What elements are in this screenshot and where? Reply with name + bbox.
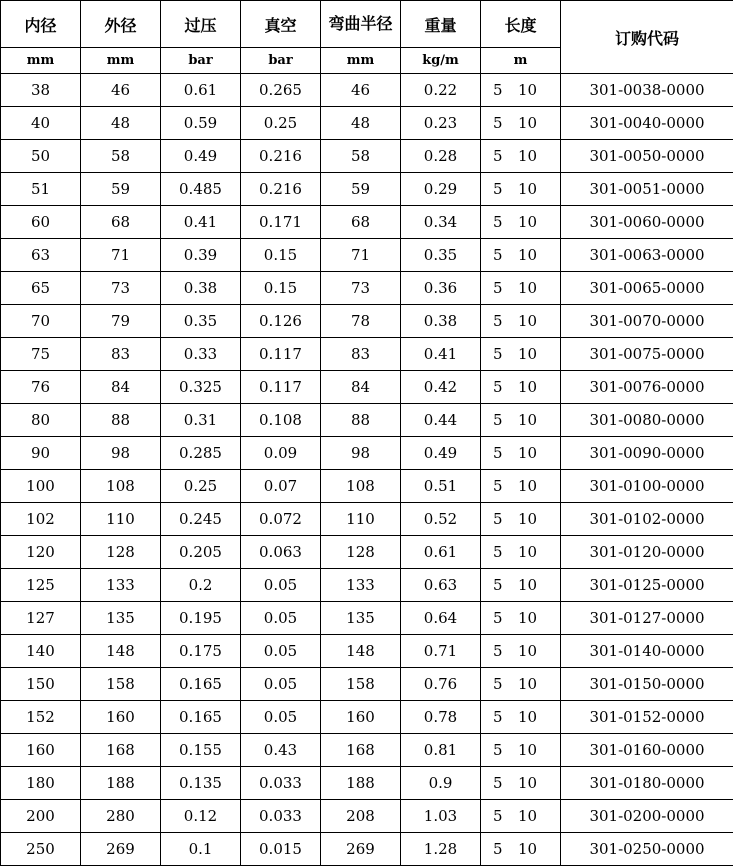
cell-outer-diameter: 84	[81, 371, 161, 404]
unit-weight: kg/m	[401, 48, 481, 74]
cell-vacuum: 0.117	[241, 338, 321, 371]
table-row	[1, 635, 733, 668]
cell-length	[481, 404, 561, 437]
cell-inner-diameter: 75	[1, 338, 81, 371]
cell-vacuum: 0.265	[241, 74, 321, 107]
cell-outer-diameter: 83	[81, 338, 161, 371]
cell-vacuum: 0.25	[241, 107, 321, 140]
length-min: 5	[493, 213, 518, 231]
cell-overpressure: 0.285	[161, 437, 241, 470]
cell-overpressure: 0.165	[161, 668, 241, 701]
cell-inner-diameter: 127	[1, 602, 81, 635]
cell-weight: 0.78	[401, 701, 481, 734]
length-min: 5	[493, 378, 518, 396]
cell-length	[481, 173, 561, 206]
table-row	[1, 536, 733, 569]
unit-bend-radius: mm	[321, 48, 401, 74]
header-inner-diameter: 内径	[1, 1, 81, 48]
header-bend-radius: 弯曲半径	[321, 1, 401, 48]
length-min: 5	[493, 609, 518, 627]
length-max: 10	[518, 279, 537, 297]
length-max: 10	[518, 543, 537, 561]
cell-outer-diameter: 58	[81, 140, 161, 173]
cell-vacuum: 0.108	[241, 404, 321, 437]
cell-bend-radius: 46	[321, 74, 401, 107]
cell-length	[481, 272, 561, 305]
cell-overpressure: 0.41	[161, 206, 241, 239]
cell-weight: 0.29	[401, 173, 481, 206]
cell-length	[481, 107, 561, 140]
cell-vacuum: 0.05	[241, 701, 321, 734]
cell-weight: 0.44	[401, 404, 481, 437]
cell-inner-diameter: 51	[1, 173, 81, 206]
cell-overpressure: 0.175	[161, 635, 241, 668]
cell-vacuum: 0.171	[241, 206, 321, 239]
length-max: 10	[518, 213, 537, 231]
cell-outer-diameter: 168	[81, 734, 161, 767]
length-min: 5	[493, 708, 518, 726]
cell-overpressure: 0.485	[161, 173, 241, 206]
cell-bend-radius: 58	[321, 140, 401, 173]
length-max: 10	[518, 411, 537, 429]
cell-outer-diameter: 158	[81, 668, 161, 701]
cell-bend-radius: 208	[321, 800, 401, 833]
cell-inner-diameter: 40	[1, 107, 81, 140]
cell-length	[481, 371, 561, 404]
cell-length	[481, 635, 561, 668]
cell-order-code: 301-0200-0000	[561, 800, 733, 833]
length-max: 10	[518, 807, 537, 825]
cell-vacuum: 0.216	[241, 140, 321, 173]
cell-overpressure: 0.38	[161, 272, 241, 305]
cell-weight: 0.71	[401, 635, 481, 668]
cell-length	[481, 800, 561, 833]
cell-length	[481, 305, 561, 338]
cell-bend-radius: 68	[321, 206, 401, 239]
cell-inner-diameter: 65	[1, 272, 81, 305]
length-min: 5	[493, 180, 518, 198]
cell-inner-diameter: 120	[1, 536, 81, 569]
length-min: 5	[493, 147, 518, 165]
length-max: 10	[518, 675, 537, 693]
length-max: 10	[518, 708, 537, 726]
cell-weight: 0.28	[401, 140, 481, 173]
cell-order-code: 301-0051-0000	[561, 173, 733, 206]
cell-overpressure: 0.59	[161, 107, 241, 140]
cell-length	[481, 767, 561, 800]
cell-order-code: 301-0100-0000	[561, 470, 733, 503]
cell-overpressure: 0.325	[161, 371, 241, 404]
cell-weight: 0.61	[401, 536, 481, 569]
header-order-code: 订购代码	[561, 1, 733, 74]
cell-order-code: 301-0140-0000	[561, 635, 733, 668]
table-row	[1, 371, 733, 404]
length-max: 10	[518, 510, 537, 528]
table-row	[1, 404, 733, 437]
cell-length	[481, 437, 561, 470]
table-row	[1, 503, 733, 536]
cell-vacuum: 0.015	[241, 833, 321, 866]
length-min: 5	[493, 840, 518, 858]
cell-order-code: 301-0080-0000	[561, 404, 733, 437]
cell-length	[481, 701, 561, 734]
cell-outer-diameter: 280	[81, 800, 161, 833]
cell-inner-diameter: 76	[1, 371, 81, 404]
cell-inner-diameter: 250	[1, 833, 81, 866]
cell-outer-diameter: 135	[81, 602, 161, 635]
cell-inner-diameter: 80	[1, 404, 81, 437]
cell-outer-diameter: 59	[81, 173, 161, 206]
unit-inner-diameter: mm	[1, 48, 81, 74]
cell-order-code: 301-0102-0000	[561, 503, 733, 536]
cell-inner-diameter: 180	[1, 767, 81, 800]
cell-length	[481, 569, 561, 602]
length-max: 10	[518, 180, 537, 198]
cell-bend-radius: 98	[321, 437, 401, 470]
length-max: 10	[518, 840, 537, 858]
cell-outer-diameter: 71	[81, 239, 161, 272]
cell-order-code: 301-0250-0000	[561, 833, 733, 866]
cell-weight: 1.03	[401, 800, 481, 833]
cell-vacuum: 0.05	[241, 569, 321, 602]
table-row	[1, 701, 733, 734]
cell-vacuum: 0.05	[241, 635, 321, 668]
cell-bend-radius: 160	[321, 701, 401, 734]
cell-length	[481, 140, 561, 173]
cell-overpressure: 0.49	[161, 140, 241, 173]
cell-vacuum: 0.063	[241, 536, 321, 569]
cell-vacuum: 0.033	[241, 767, 321, 800]
cell-weight: 0.36	[401, 272, 481, 305]
cell-order-code: 301-0060-0000	[561, 206, 733, 239]
length-min: 5	[493, 642, 518, 660]
header-length: 长度	[481, 1, 561, 48]
cell-bend-radius: 108	[321, 470, 401, 503]
cell-bend-radius: 59	[321, 173, 401, 206]
length-max: 10	[518, 774, 537, 792]
cell-outer-diameter: 133	[81, 569, 161, 602]
table-row	[1, 734, 733, 767]
table-row	[1, 437, 733, 470]
header-outer-diameter: 外径	[81, 1, 161, 48]
cell-inner-diameter: 70	[1, 305, 81, 338]
cell-bend-radius: 110	[321, 503, 401, 536]
cell-vacuum: 0.05	[241, 668, 321, 701]
cell-vacuum: 0.216	[241, 173, 321, 206]
cell-weight: 0.23	[401, 107, 481, 140]
cell-outer-diameter: 128	[81, 536, 161, 569]
table-row	[1, 305, 733, 338]
cell-order-code: 301-0090-0000	[561, 437, 733, 470]
cell-overpressure: 0.1	[161, 833, 241, 866]
cell-outer-diameter: 88	[81, 404, 161, 437]
cell-overpressure: 0.12	[161, 800, 241, 833]
length-min: 5	[493, 444, 518, 462]
length-min: 5	[493, 774, 518, 792]
cell-outer-diameter: 68	[81, 206, 161, 239]
table-row	[1, 833, 733, 866]
cell-length	[481, 833, 561, 866]
cell-length	[481, 503, 561, 536]
cell-order-code: 301-0127-0000	[561, 602, 733, 635]
length-max: 10	[518, 378, 537, 396]
cell-bend-radius: 148	[321, 635, 401, 668]
table-row	[1, 272, 733, 305]
length-min: 5	[493, 543, 518, 561]
cell-bend-radius: 83	[321, 338, 401, 371]
cell-vacuum: 0.07	[241, 470, 321, 503]
cell-length	[481, 734, 561, 767]
length-min: 5	[493, 312, 518, 330]
cell-order-code: 301-0150-0000	[561, 668, 733, 701]
cell-order-code: 301-0050-0000	[561, 140, 733, 173]
cell-outer-diameter: 160	[81, 701, 161, 734]
cell-bend-radius: 48	[321, 107, 401, 140]
cell-length	[481, 206, 561, 239]
cell-inner-diameter: 160	[1, 734, 81, 767]
cell-weight: 0.9	[401, 767, 481, 800]
cell-vacuum: 0.15	[241, 239, 321, 272]
cell-inner-diameter: 152	[1, 701, 81, 734]
table-row	[1, 173, 733, 206]
cell-vacuum: 0.072	[241, 503, 321, 536]
cell-overpressure: 0.31	[161, 404, 241, 437]
cell-vacuum: 0.126	[241, 305, 321, 338]
length-min: 5	[493, 576, 518, 594]
cell-overpressure: 0.165	[161, 701, 241, 734]
cell-order-code: 301-0152-0000	[561, 701, 733, 734]
cell-bend-radius: 135	[321, 602, 401, 635]
cell-bend-radius: 168	[321, 734, 401, 767]
cell-outer-diameter: 79	[81, 305, 161, 338]
length-min: 5	[493, 114, 518, 132]
length-max: 10	[518, 81, 537, 99]
cell-length	[481, 338, 561, 371]
table-row	[1, 140, 733, 173]
cell-order-code: 301-0160-0000	[561, 734, 733, 767]
cell-inner-diameter: 150	[1, 668, 81, 701]
cell-overpressure: 0.61	[161, 74, 241, 107]
cell-bend-radius: 73	[321, 272, 401, 305]
header-row	[1, 1, 733, 48]
cell-overpressure: 0.135	[161, 767, 241, 800]
cell-outer-diameter: 269	[81, 833, 161, 866]
header-overpressure: 过压	[161, 1, 241, 48]
cell-outer-diameter: 108	[81, 470, 161, 503]
length-max: 10	[518, 609, 537, 627]
cell-vacuum: 0.43	[241, 734, 321, 767]
table-row	[1, 107, 733, 140]
table-row	[1, 239, 733, 272]
cell-vacuum: 0.09	[241, 437, 321, 470]
length-min: 5	[493, 279, 518, 297]
cell-weight: 0.35	[401, 239, 481, 272]
cell-order-code: 301-0040-0000	[561, 107, 733, 140]
cell-overpressure: 0.205	[161, 536, 241, 569]
cell-bend-radius: 188	[321, 767, 401, 800]
length-min: 5	[493, 345, 518, 363]
cell-length	[481, 470, 561, 503]
cell-weight: 0.42	[401, 371, 481, 404]
cell-overpressure: 0.245	[161, 503, 241, 536]
length-max: 10	[518, 345, 537, 363]
length-max: 10	[518, 642, 537, 660]
cell-weight: 0.52	[401, 503, 481, 536]
table-row	[1, 569, 733, 602]
cell-weight: 0.81	[401, 734, 481, 767]
length-max: 10	[518, 147, 537, 165]
cell-vacuum: 0.15	[241, 272, 321, 305]
header-weight: 重量	[401, 1, 481, 48]
cell-length	[481, 668, 561, 701]
cell-overpressure: 0.2	[161, 569, 241, 602]
unit-vacuum: bar	[241, 48, 321, 74]
length-max: 10	[518, 477, 537, 495]
cell-outer-diameter: 73	[81, 272, 161, 305]
cell-inner-diameter: 38	[1, 74, 81, 107]
table-row	[1, 767, 733, 800]
cell-inner-diameter: 200	[1, 800, 81, 833]
cell-inner-diameter: 102	[1, 503, 81, 536]
cell-vacuum: 0.05	[241, 602, 321, 635]
length-max: 10	[518, 312, 537, 330]
cell-length	[481, 602, 561, 635]
cell-inner-diameter: 50	[1, 140, 81, 173]
cell-outer-diameter: 46	[81, 74, 161, 107]
table-row	[1, 470, 733, 503]
cell-outer-diameter: 110	[81, 503, 161, 536]
cell-bend-radius: 84	[321, 371, 401, 404]
cell-order-code: 301-0070-0000	[561, 305, 733, 338]
cell-bend-radius: 71	[321, 239, 401, 272]
cell-overpressure: 0.39	[161, 239, 241, 272]
cell-bend-radius: 88	[321, 404, 401, 437]
cell-weight: 0.22	[401, 74, 481, 107]
unit-overpressure: bar	[161, 48, 241, 74]
table-body	[1, 74, 733, 866]
cell-outer-diameter: 188	[81, 767, 161, 800]
length-max: 10	[518, 576, 537, 594]
length-max: 10	[518, 246, 537, 264]
length-min: 5	[493, 741, 518, 759]
table-row	[1, 338, 733, 371]
cell-overpressure: 0.25	[161, 470, 241, 503]
cell-inner-diameter: 90	[1, 437, 81, 470]
cell-inner-diameter: 100	[1, 470, 81, 503]
cell-weight: 0.41	[401, 338, 481, 371]
cell-inner-diameter: 63	[1, 239, 81, 272]
cell-overpressure: 0.33	[161, 338, 241, 371]
cell-weight: 0.49	[401, 437, 481, 470]
cell-inner-diameter: 140	[1, 635, 81, 668]
cell-bend-radius: 158	[321, 668, 401, 701]
cell-weight: 1.28	[401, 833, 481, 866]
cell-weight: 0.34	[401, 206, 481, 239]
cell-inner-diameter: 125	[1, 569, 81, 602]
length-min: 5	[493, 807, 518, 825]
cell-outer-diameter: 148	[81, 635, 161, 668]
length-min: 5	[493, 675, 518, 693]
cell-weight: 0.63	[401, 569, 481, 602]
length-min: 5	[493, 477, 518, 495]
cell-length	[481, 74, 561, 107]
table-row	[1, 602, 733, 635]
length-max: 10	[518, 741, 537, 759]
cell-order-code: 301-0038-0000	[561, 74, 733, 107]
cell-order-code: 301-0120-0000	[561, 536, 733, 569]
table-row	[1, 668, 733, 701]
cell-vacuum: 0.033	[241, 800, 321, 833]
length-min: 5	[493, 81, 518, 99]
cell-weight: 0.64	[401, 602, 481, 635]
cell-weight: 0.51	[401, 470, 481, 503]
cell-outer-diameter: 98	[81, 437, 161, 470]
cell-weight: 0.38	[401, 305, 481, 338]
cell-overpressure: 0.195	[161, 602, 241, 635]
cell-bend-radius: 128	[321, 536, 401, 569]
cell-order-code: 301-0076-0000	[561, 371, 733, 404]
length-max: 10	[518, 444, 537, 462]
table-row	[1, 800, 733, 833]
length-min: 5	[493, 246, 518, 264]
cell-order-code: 301-0180-0000	[561, 767, 733, 800]
cell-overpressure: 0.35	[161, 305, 241, 338]
unit-outer-diameter: mm	[81, 48, 161, 74]
table-row	[1, 74, 733, 107]
cell-order-code: 301-0063-0000	[561, 239, 733, 272]
cell-vacuum: 0.117	[241, 371, 321, 404]
unit-length: m	[481, 48, 561, 74]
length-max: 10	[518, 114, 537, 132]
cell-order-code: 301-0075-0000	[561, 338, 733, 371]
cell-inner-diameter: 60	[1, 206, 81, 239]
cell-length	[481, 536, 561, 569]
table-row	[1, 206, 733, 239]
cell-order-code: 301-0065-0000	[561, 272, 733, 305]
cell-bend-radius: 133	[321, 569, 401, 602]
cell-outer-diameter: 48	[81, 107, 161, 140]
cell-bend-radius: 269	[321, 833, 401, 866]
cell-order-code: 301-0125-0000	[561, 569, 733, 602]
length-min: 5	[493, 510, 518, 528]
cell-bend-radius: 78	[321, 305, 401, 338]
cell-overpressure: 0.155	[161, 734, 241, 767]
header-vacuum: 真空	[241, 1, 321, 48]
cell-weight: 0.76	[401, 668, 481, 701]
cell-length	[481, 239, 561, 272]
length-min: 5	[493, 411, 518, 429]
